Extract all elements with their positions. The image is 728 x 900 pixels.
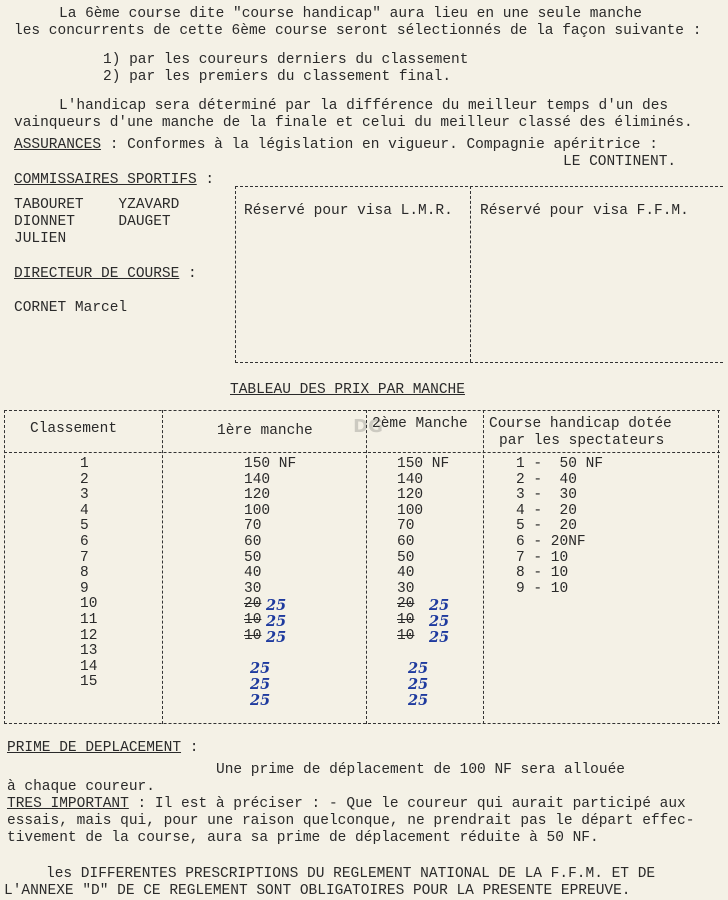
handwritten-25-m1-r12: 25 — [266, 629, 287, 646]
insurance-company: LE CONTINENT. — [563, 154, 677, 170]
selection-item-1: 1) par les coureurs derniers du classement — [103, 52, 469, 68]
assurances-line — [14, 137, 658, 154]
manche1-row-13 — [244, 644, 296, 660]
prime-label: PRIME DE DEPLACEMENT — [7, 740, 182, 756]
handicap-row-13 — [516, 644, 603, 660]
manche2-row-7: 50 — [397, 549, 415, 566]
header-handicap-2: par les spectateurs — [499, 433, 665, 449]
commissaires-colon: : — [196, 172, 215, 188]
manche1-row-7: 50 — [244, 549, 262, 566]
manche1-row-5: 70 — [244, 518, 262, 535]
table-right-rule — [718, 410, 719, 724]
handicap-row-12 — [516, 629, 603, 645]
prime-line-1: Une prime de déplacement de 100 NF sera allouée — [216, 762, 625, 778]
manche1-row-12: 10 — [244, 627, 262, 644]
manche1-row-3: 120 — [244, 487, 271, 504]
handicap-row-14 — [516, 660, 603, 676]
manche2-row-2: 140 — [397, 471, 424, 488]
handwritten-25-m2-r13: 25 — [408, 660, 429, 677]
classement-row-2: 2 — [80, 471, 89, 488]
directeur-name: CORNET Marcel — [14, 300, 128, 316]
handicap-row-5: 5 - 20 — [516, 518, 577, 535]
handwritten-25-m1-r15: 25 — [250, 692, 271, 709]
handicap-row-10 — [516, 597, 603, 613]
stamp-watermark: DG — [353, 416, 383, 437]
classement-row-15: 15 — [80, 674, 98, 691]
handicap-row-7: 7 - 10 — [516, 549, 569, 566]
table-col-rule-2 — [366, 410, 367, 724]
manche1-row-9: 30 — [244, 580, 262, 597]
handicap-row-3: 3 - 30 — [516, 487, 577, 504]
visa-ffm: Réservé pour visa F.F.M. — [480, 203, 689, 219]
directeur-label: DIRECTEUR DE COURSE — [14, 266, 180, 282]
handwritten-25-m1-r10: 25 — [266, 597, 287, 614]
handicap-line-1: L'handicap sera déterminé par la différence du meilleur temps d'un des — [59, 98, 669, 114]
classement-row-4: 4 — [80, 502, 89, 519]
table-col-rule-1 — [162, 410, 163, 724]
handwritten-25-m1-r11: 25 — [266, 613, 287, 630]
handicap-column — [516, 457, 603, 691]
visa-divider — [470, 186, 471, 362]
manche1-row-8: 40 — [244, 565, 262, 582]
header-manche-2: 2ème Manche — [372, 416, 468, 432]
intro-line-1: La 6ème course dite "course handicap" aura lieu en une seule manche — [59, 6, 642, 22]
manche1-row-4: 100 — [244, 502, 271, 519]
footer-line-2: L'ANNEXE "D" DE CE REGLEMENT SONT OBLIGATOIRES POUR LA PRESENTE EPREUVE. — [4, 883, 631, 899]
handicap-row-1: 1 - 50 NF — [516, 456, 604, 472]
classement-row-14: 14 — [80, 658, 98, 675]
prime-colon: : — [181, 740, 199, 756]
handicap-row-11 — [516, 613, 603, 629]
commissaires-names-3: JULIEN — [14, 231, 67, 247]
handwritten-25-m2-r14: 25 — [408, 676, 429, 693]
header-handicap-1: Course handicap dotée — [489, 416, 672, 432]
visa-lmr: Réservé pour visa L.M.R. — [244, 203, 453, 219]
classement-row-8: 8 — [80, 565, 89, 582]
prime-line-2: à chaque coureur. — [7, 779, 155, 795]
classement-row-11: 11 — [80, 611, 98, 628]
handwritten-25-m2-r10: 25 — [429, 597, 450, 614]
handicap-row-2: 2 - 40 — [516, 471, 577, 488]
directeur-heading — [14, 266, 197, 283]
classement-row-12: 12 — [80, 627, 98, 644]
manche1-row-1: 150 NF — [244, 456, 297, 472]
important-text-1: : Il est à préciser : - Que le coureur qui aurait participé aux — [128, 796, 686, 812]
commissaires-label: COMMISSAIRES SPORTIFS — [14, 172, 197, 188]
classement-column — [80, 457, 97, 691]
manche2-row-10: 20 — [397, 596, 415, 613]
manche1-row-11: 10 — [244, 611, 262, 628]
commissaires-heading — [14, 172, 214, 189]
classement-row-9: 9 — [80, 580, 89, 597]
important-line-2: essais, mais qui, pour une raison quelconque, ne prendrait pas le départ effec- — [7, 813, 695, 829]
manche2-row-8: 40 — [397, 565, 415, 582]
manche2-row-5: 70 — [397, 518, 415, 535]
manche-1-column — [244, 457, 296, 691]
manche-2-column — [397, 457, 449, 691]
classement-row-10: 10 — [80, 596, 98, 613]
table-left-rule — [4, 410, 5, 724]
tableau-title: TABLEAU DES PRIX PAR MANCHE — [230, 382, 465, 398]
important-label: TRES IMPORTANT — [7, 796, 129, 812]
table-col-rule-3 — [483, 410, 484, 724]
handwritten-25-m1-r13: 25 — [250, 660, 271, 677]
footer-line-1: les DIFFERENTES PRESCRIPTIONS DU REGLEMENT NATIONAL DE LA F.F.M. ET DE — [46, 866, 656, 882]
prime-heading — [7, 740, 198, 757]
assurances-text: : Conformes à la législation en vigueur. Compagnie apéritrice : — [101, 137, 658, 153]
handicap-row-15 — [516, 675, 603, 691]
manche1-row-2: 140 — [244, 471, 271, 488]
manche2-row-4: 100 — [397, 502, 424, 519]
header-manche-1: 1ère manche — [217, 423, 313, 439]
table-header-rule — [4, 452, 720, 453]
handicap-row-9: 9 - 10 — [516, 580, 569, 597]
handicap-row-4: 4 - 20 — [516, 502, 577, 519]
manche1-row-6: 60 — [244, 533, 262, 550]
handwritten-25-m2-r11: 25 — [429, 613, 450, 630]
handicap-row-6: 6 - 20NF — [516, 533, 586, 550]
manche2-row-11: 10 — [397, 611, 415, 628]
classement-row-5: 5 — [80, 518, 89, 535]
classement-row-3: 3 — [80, 487, 89, 504]
handicap-row-8: 8 - 10 — [516, 565, 569, 582]
manche2-row-6: 60 — [397, 533, 415, 550]
table-bottom-rule — [4, 723, 720, 724]
commissaires-names-1: TABOURET YZAVARD — [14, 197, 180, 213]
manche2-row-1: 150 NF — [397, 456, 450, 472]
manche1-row-10: 20 — [244, 596, 262, 613]
commissaires-names-2: DIONNET DAUGET — [14, 214, 171, 230]
selection-item-2: 2) par les premiers du classement final. — [103, 69, 452, 85]
classement-row-1: 1 — [80, 456, 89, 472]
handicap-line-2: vainqueurs d'une manche de la finale et celui du meilleur classé des éliminés. — [14, 115, 693, 131]
manche2-row-3: 120 — [397, 487, 424, 504]
manche2-row-9: 30 — [397, 580, 415, 597]
classement-row-7: 7 — [80, 549, 89, 566]
manche2-row-13 — [397, 644, 449, 660]
prize-table — [4, 410, 722, 725]
handwritten-25-m2-r15: 25 — [408, 692, 429, 709]
classement-row-6: 6 — [80, 533, 89, 550]
manche2-row-12: 10 — [397, 627, 415, 644]
directeur-colon: : — [179, 266, 197, 282]
handwritten-25-m2-r12: 25 — [429, 629, 450, 646]
header-classement: Classement — [30, 421, 118, 437]
intro-line-2: les concurrents de cette 6ème course seront sélectionnés de la façon suivante : — [14, 23, 702, 39]
important-line-1 — [7, 796, 686, 813]
handwritten-25-m1-r14: 25 — [250, 676, 271, 693]
important-line-3: tivement de la course, aura sa prime de déplacement réduite à 50 NF. — [7, 830, 599, 846]
classement-row-13: 13 — [80, 643, 98, 660]
assurances-label: ASSURANCES — [14, 137, 102, 153]
